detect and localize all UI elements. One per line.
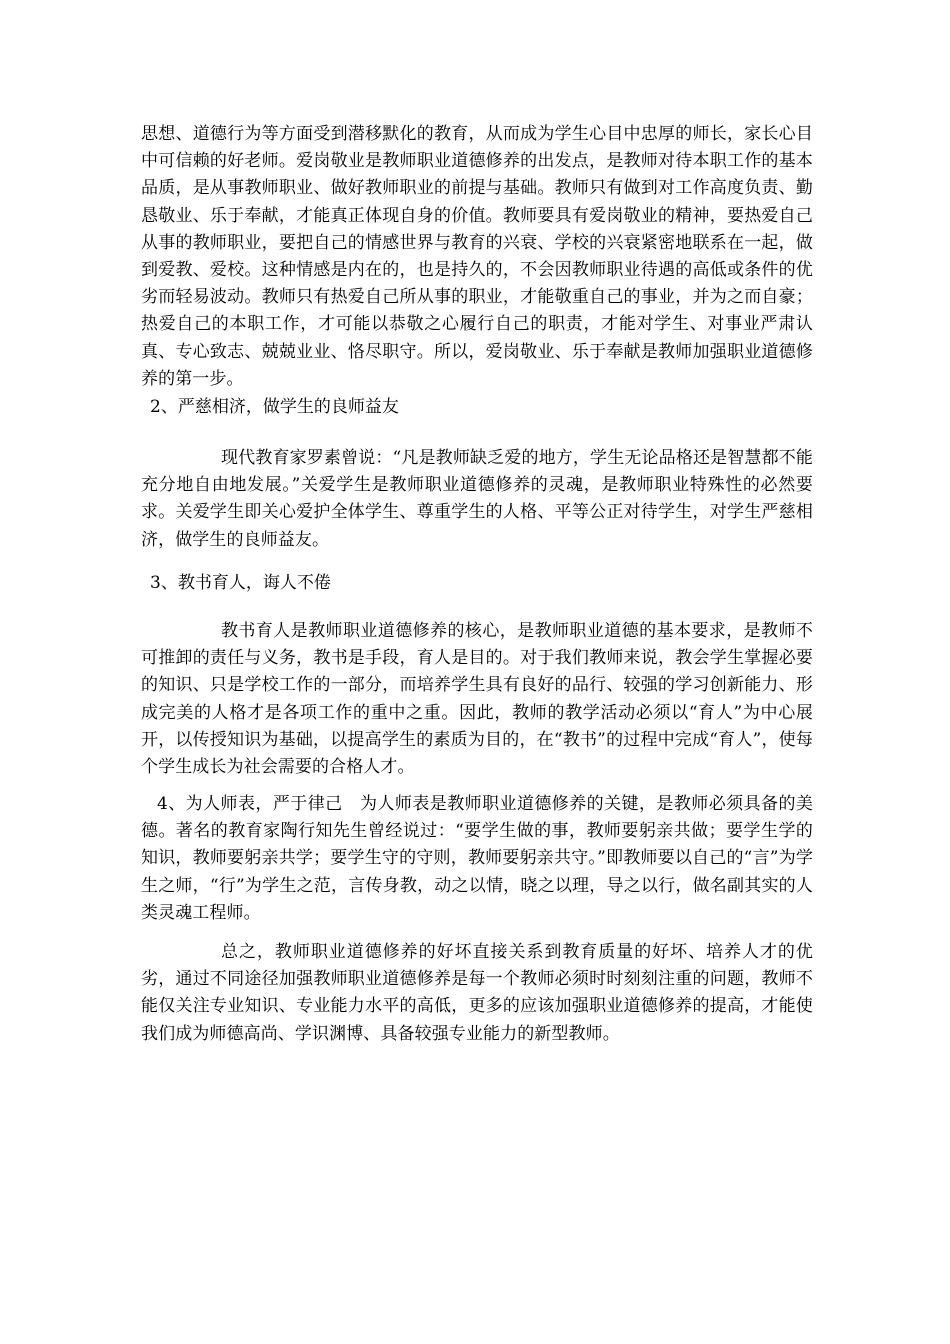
paragraph-love-of-profession: 思想、道德行为等方面受到潜移默化的教育，从而成为学生心目中忠厚的师长，家长心目中可信赖的好老师。爱岗敬业是教师职业道德修养的出发点，是教师对待本职工作的基本品质，是从事教师职业、做好教师职业的前提与基础。教师只有做到对工作高度负责、勤恳敬业、乐于奉献，才能真正体现自身的价值。教师要具有爱岗敬业的精神，要热爱自己从事的教师职业，要把自己的情感世界与教育的兴衰、学校的兴衰紧密地联系在一起，做到爱教、爱校。这种情感是内在的，也是持久的，不会因教师职业待遇的高低或条件的优劣而轻易波动。教师只有热爱自己所从事的职业，才能敬重自己的事业，并为之而自豪；热爱自己的本职工作，才可能以恭敬之心履行自己的职责，才能对学生、对事业严肃认真、专心致志、兢兢业业、恪尽职守。所以，爱岗敬业、乐于奉献是教师加强职业道德修养的第一步。 — [141, 124, 813, 389]
paragraph-care-for-students: 现代教育家罗素曾说：“凡是教师缺乏爱的地方，学生无论品格还是智慧都不能充分地自由地发展。”关爱学生是教师职业道德修养的灵魂，是教师职业特殊性的必然要求。关爱学生即关心爱护全体学生、尊重学生的人格、平等公正对待学生，对学生严慈相济，做学生的良师益友。 — [141, 448, 813, 550]
paragraph-teaching-and-educating: 教书育人是教师职业道德修养的核心，是教师职业道德的基本要求，是教师不可推卸的责任与义务，教书是手段，育人是目的。对于我们教师来说，教会学生掌握必要的知识、只是学校工作的一部分，而培养学生具有良好的品行、较强的学习创新能力、形成完美的人格才是各项工作的重中之重。因此，教师的教学活动必须以“育人”为中心展开，以传授知识为基础，以提高学生的素质为目的，在“教书”的过程中完成“育人”，使每个学生成长为社会需要的合格人才。 — [141, 621, 813, 778]
section-heading-2: 2、严慈相济，做学生的良师益友 — [150, 397, 399, 417]
paragraph-conclusion: 总之，教师职业道德修养的好坏直接关系到教育质量的好坏、培养人才的优劣，通过不同途径加强教师职业道德修养是每一个教师必须时时刻刻注重的问题，教师不能仅关注专业知识、专业能力水平的高低，更多的应该加强职业道德修养的提高，才能使我们成为师德高尚、学识渊博、具备较强专业能力的新型教师。 — [141, 942, 813, 1044]
paragraph-role-model: 4、为人师表，严于律己 为人师表是教师职业道德修养的关键，是教师必须具备的美德。著名的教育家陶行知先生曾经说过：“要学生做的事，教师要躬亲共做；要学生学的知识，教师要躬亲共学；要学生守的守则，教师要躬亲共守。”即教师要以自己的“言”为学生之师，“行”为学生之范，言传身教，动之以情，晓之以理，导之以行，做名副其实的人类灵魂工程师。 — [141, 794, 813, 923]
section-heading-3: 3、教书育人，诲人不倦 — [150, 573, 331, 593]
